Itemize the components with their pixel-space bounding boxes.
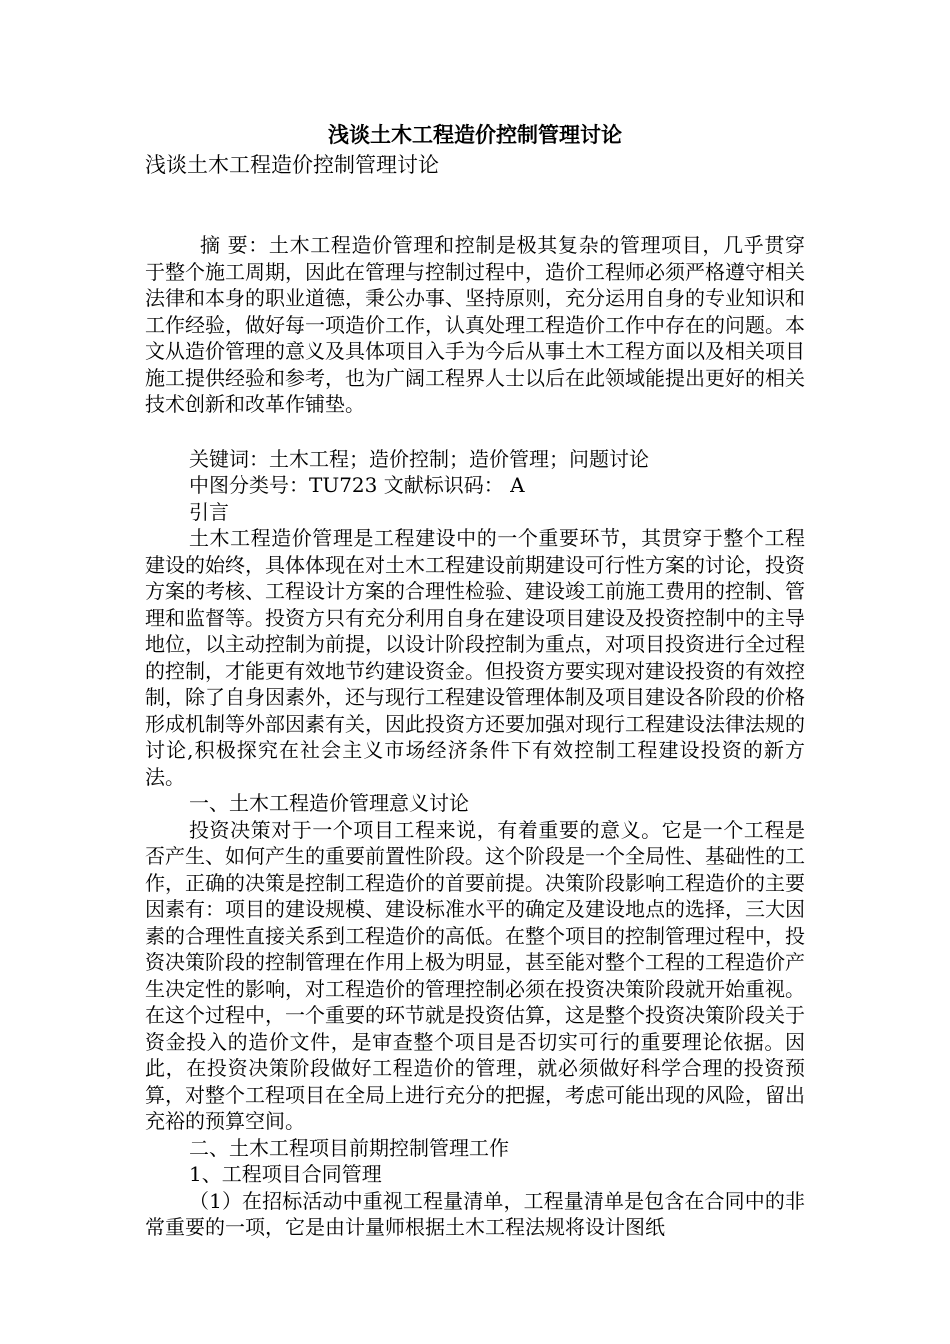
intro-heading: 引言 — [189, 499, 229, 524]
section2-heading: 二、土木工程项目前期控制管理工作 — [189, 1135, 509, 1160]
document-page — [145, 120, 805, 1241]
section2-item-paragraph: （1）在招标活动中重视工程量清单，工程量清单是包含在合同中的非常重要的一项，它是由计量师根据土木工程法规将设计图纸 — [145, 1188, 805, 1239]
spacer — [145, 180, 805, 232]
document-title: 浅谈土木工程造价控制管理讨论 — [328, 122, 622, 147]
intro-paragraph: 土木工程造价管理是工程建设中的一个重要环节，其贯穿于整个工程建设的始终，具体体现在对土木工程建设前期建设可行性方案的讨论，投资方案的考核、工程设计方案的合理性检验、建设竣工前施工费用的控制、管理和监督等。投资方只有充分利用自身在建设项目建设及投资控制中的主导地位，以主动控制为前提，以设计阶段控制为重点，对项目投资进行全过程的控制，才能更有效地节约建设资金。但投资方要实现对建设投资的有效控制，除了自身因素外，还与现行工程建设管理体制及项目建设各阶段的价格形成机制等外部因素有关，因此投资方还要加强对现行工程建设法律法规的讨论,积极探究在社会主义市场经济条件下有效控制工程建设投资的新方法。 — [145, 526, 805, 789]
section2-subheading: 1、工程项目合同管理 — [189, 1162, 382, 1186]
section1-heading: 一、土木工程造价管理意义讨论 — [189, 791, 469, 815]
spacer — [145, 418, 805, 446]
classification-line: 中图分类号：TU723 文献标识码： A — [189, 473, 525, 497]
document-subtitle: 浅谈土木工程造价控制管理讨论 — [145, 153, 439, 177]
keywords-line: 关键词：土木工程；造价控制；造价管理；问题讨论 — [189, 446, 649, 471]
section1-paragraph: 投资决策对于一个项目工程来说，有着重要的意义。它是一个工程是否产生、如何产生的重要前置性阶段。这个阶段是一个全局性、基础性的工作，正确的决策是控制工程造价的首要前提。决策阶段影响工程造价的主要因素有：项目的建设规模、建设标准水平的确定及建设地点的选择，三大因素的合理性直接关系到工程造价的高低。在整个项目的控制管理过程中，投资决策阶段的控制管理在作用上极为明显，甚至能对整个工程的工程造价产生决定性的影响，对工程造价的管理控制必须在投资决策阶段就开始重视。在这个过程中，一个重要的环节就是投资估算，这是整个投资决策阶段关于资金投入的造价文件，是审查整个项目是否切实可行的重要理论依据。因此，在投资决策阶段做好工程造价的管理，就必须做好科学合理的投资预算，对整个工程项目在全局上进行充分的把握，考虑可能出现的风险，留出充裕的预算空间。 — [145, 817, 805, 1133]
abstract-paragraph: 摘 要：土木工程造价管理和控制是极其复杂的管理项目，几乎贯穿于整个施工周期，因此在管理与控制过程中，造价工程师必须严格遵守相关法律和本身的职业道德，秉公办事、坚持原则，充分运用自身的专业知识和工作经验，做好每一项造价工作，认真处理工程造价工作中存在的问题。本文从造价管理的意义及具体项目入手为今后从事土木工程方面以及相关项目施工提供经验和参考，也为广阔工程界人士以后在此领域能提出更好的相关技术创新和改革作铺垫。 — [145, 233, 805, 416]
